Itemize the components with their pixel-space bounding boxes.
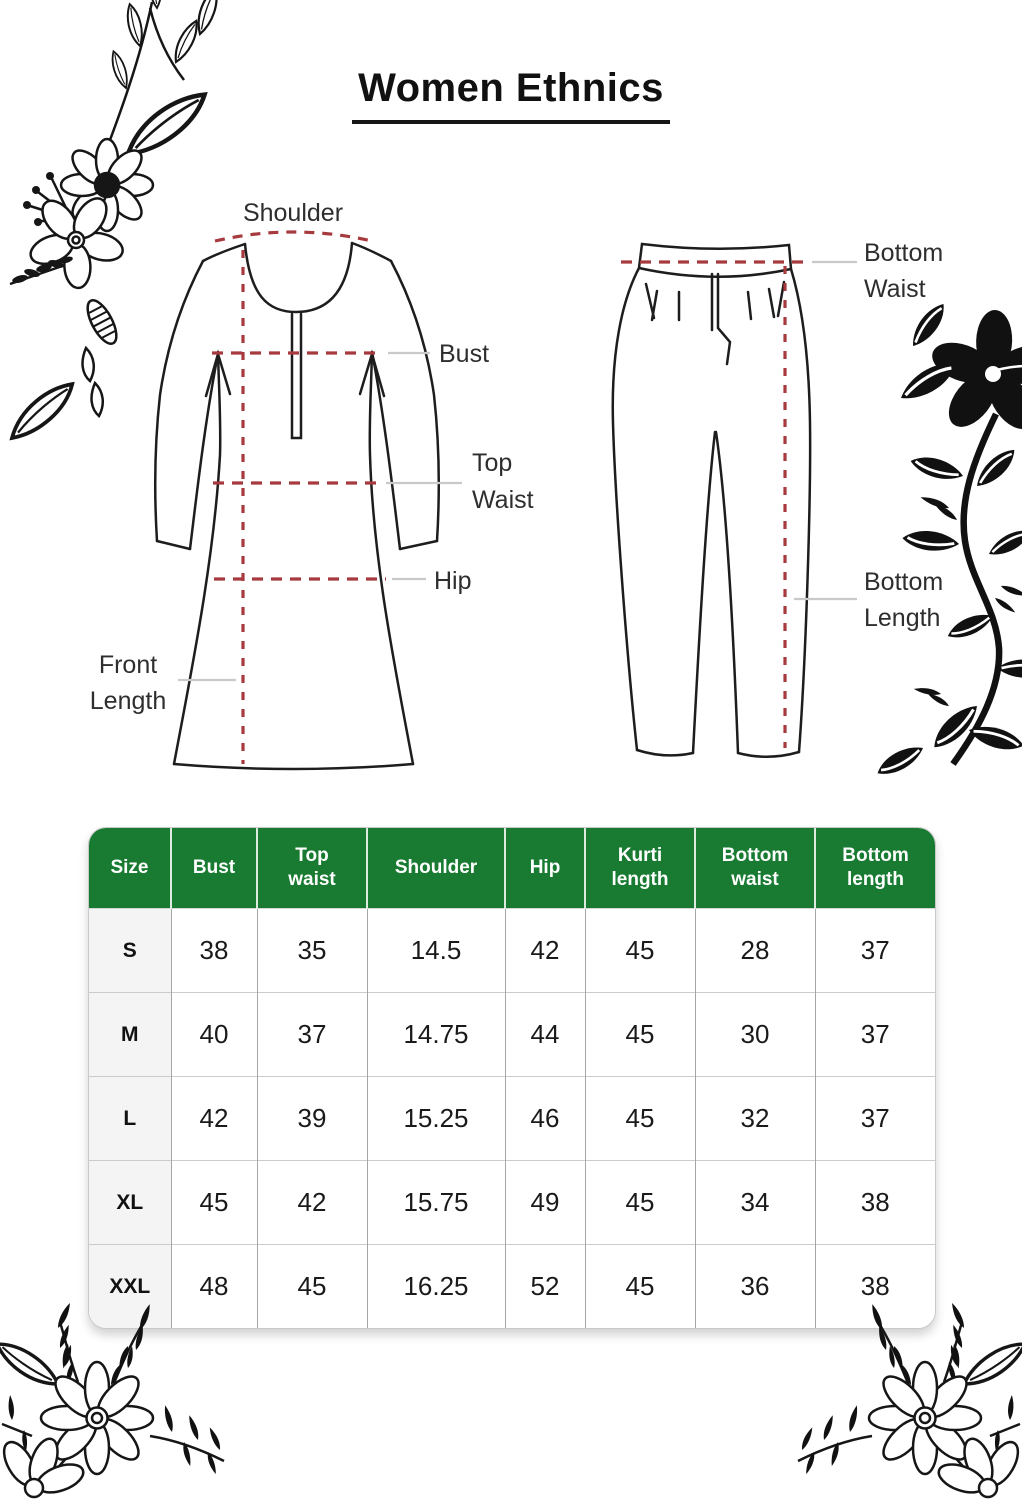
table-cell: 35 [257, 909, 367, 993]
table-cell: 42 [171, 1077, 257, 1161]
column-header-shoulder: Shoulder [367, 828, 505, 909]
column-header-hip: Hip [505, 828, 585, 909]
size-cell: M [89, 993, 171, 1077]
table-cell: 45 [585, 1161, 695, 1245]
size-chart-table-wrap [88, 827, 936, 1329]
table-header-row [89, 828, 935, 909]
table-cell: 40 [171, 993, 257, 1077]
table-cell: 38 [815, 1161, 935, 1245]
pants-legs [613, 268, 810, 757]
table-row [89, 909, 935, 993]
table-cell: 37 [257, 993, 367, 1077]
page-title: Women Ethnics [352, 66, 670, 124]
table-row [89, 1161, 935, 1245]
bottom-waist-label-line2: Waist [864, 275, 926, 303]
table-cell: 45 [585, 1245, 695, 1329]
floral-corner-art-bottom-right [797, 1318, 1022, 1500]
hip-label: Hip [434, 567, 472, 595]
table-cell: 37 [815, 909, 935, 993]
table-cell: 42 [505, 909, 585, 993]
table-cell: 46 [505, 1077, 585, 1161]
column-header-top-waist: Top waist [257, 828, 367, 909]
table-cell: 36 [695, 1245, 815, 1329]
floral-silhouette-right [893, 286, 1022, 772]
table-cell: 45 [585, 1077, 695, 1161]
column-header-size: Size [89, 828, 171, 909]
size-chart-table [89, 828, 935, 1328]
front-length-label-line1: Front [98, 651, 158, 679]
table-cell: 16.25 [367, 1245, 505, 1329]
leader-lines [794, 262, 857, 599]
column-header-bottom-length: Bottom length [815, 828, 935, 909]
table-cell: 37 [815, 1077, 935, 1161]
table-cell: 15.75 [367, 1161, 505, 1245]
pants-outline [639, 244, 791, 277]
shoulder-label: Shoulder [242, 199, 344, 227]
front-length-label-line2: Length [89, 687, 167, 715]
column-header-kurti-length: Kurti length [585, 828, 695, 909]
table-cell: 49 [505, 1161, 585, 1245]
table-cell: 14.5 [367, 909, 505, 993]
table-cell: 44 [505, 993, 585, 1077]
table-cell: 45 [585, 909, 695, 993]
column-header-bust: Bust [171, 828, 257, 909]
table-row [89, 1245, 935, 1329]
table-cell: 38 [815, 1245, 935, 1329]
column-header-bottom-waist: Bottom waist [695, 828, 815, 909]
size-cell: XL [89, 1161, 171, 1245]
table-cell: 34 [695, 1161, 815, 1245]
pants-measure-lines [621, 262, 806, 748]
floral-corner-art-bottom-left [0, 1318, 225, 1500]
table-row [89, 1077, 935, 1161]
top-waist-label-line2: Waist [472, 486, 534, 514]
table-cell: 30 [695, 993, 815, 1077]
table-cell: 39 [257, 1077, 367, 1161]
table-cell: 48 [171, 1245, 257, 1329]
table-cell: 45 [585, 993, 695, 1077]
table-cell: 52 [505, 1245, 585, 1329]
bottom-length-label-line2: Length [864, 604, 941, 632]
table-cell: 14.75 [367, 993, 505, 1077]
table-cell: 32 [695, 1077, 815, 1161]
table-cell: 45 [171, 1161, 257, 1245]
bottom-waist-label-line1: Bottom [864, 239, 944, 267]
table-cell: 45 [257, 1245, 367, 1329]
table-cell: 28 [695, 909, 815, 993]
bust-label: Bust [439, 340, 490, 368]
table-cell: 37 [815, 993, 935, 1077]
table-cell: 42 [257, 1161, 367, 1245]
bottom-length-label-line1: Bottom [864, 568, 944, 596]
size-cell: S [89, 909, 171, 993]
top-waist-label-line1: Top [472, 449, 513, 477]
table-cell: 15.25 [367, 1077, 505, 1161]
kurti-outline [155, 243, 438, 769]
size-cell: L [89, 1077, 171, 1161]
size-cell: XXL [89, 1245, 171, 1329]
kurti-diagram [80, 190, 560, 780]
table-row [89, 993, 935, 1077]
table-cell: 38 [171, 909, 257, 993]
